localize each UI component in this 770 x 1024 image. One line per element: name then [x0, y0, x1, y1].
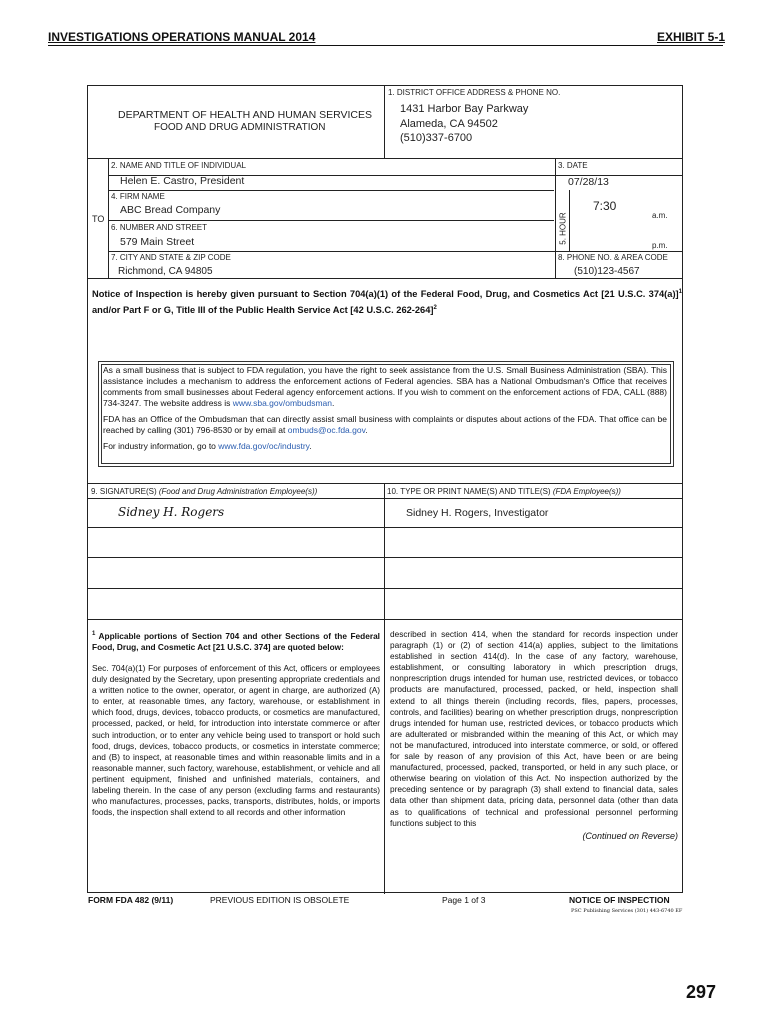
firm-label: 4. FIRM NAME — [111, 192, 165, 201]
signature-label-note: (Food and Drug Administration Employee(s)) — [158, 487, 318, 496]
page-of: Page 1 of 3 — [442, 895, 486, 905]
district-address-line2: Alameda, CA 94502 — [400, 118, 498, 130]
header-rule — [48, 45, 723, 46]
page-number: 297 — [686, 982, 717, 1002]
printer-credit: PSC Publishing Services (301) 443-6740 EF — [571, 908, 683, 914]
sba-text-end: . — [332, 398, 335, 408]
printed-name-label-note: (FDA Employee(s)) — [552, 487, 621, 496]
divider — [88, 527, 682, 528]
divider — [88, 498, 682, 499]
ombudsman-paragraph — [103, 414, 667, 436]
ombudsman-email-link[interactable]: ombuds@oc.fda.gov — [287, 425, 366, 435]
footnote-right-body: described in section 414, when the standard for records inspection under paragraph (1) or (2) of section 414(a) applies, subject to the limitations established in section 414(d). In the case of any factory, warehouse, establishment, or consulting laboratory in which prescription drugs, nonprescription drugs intended for human use, restricted devices, or tobacco products are manufactured, processed, packed, or held, inspection shall extend to all things therein (including records, files, papers, processes, controls, and facilities) bearing on whether prescription drugs, nonprescription drugs intended for human use, restricted devices, or tobacco products which are adulterated or misbranded within the meaning of this Act, or which may not be manufactured, introduced into interstate commerce, or sold, or offered for sale by reason of any provision of this Act, have been or are being manufactured, processed, packed, transported, or held in any such place, or otherwise bearing on violation of this Act. No inspection authorized by the preceding sentence or by paragraph (3) shall extend to financial data, sales data other than shipment data, pricing data, personnel data (other than data as to qualifications of technical and professional personnel performing functions subject to this — [390, 629, 678, 828]
hour-label: 5. HOUR — [558, 212, 568, 245]
divider — [108, 190, 554, 191]
footnote-heading — [92, 629, 380, 653]
investigator-signature: Sidney H. Rogers — [118, 505, 225, 519]
to-divider — [108, 158, 109, 278]
to-label: TO — [92, 214, 105, 224]
continued-note: (Continued on Reverse) — [582, 830, 678, 841]
signature-label — [91, 487, 317, 496]
date-label: 3. DATE — [558, 161, 588, 170]
divider — [108, 220, 554, 221]
department-name: DEPARTMENT OF HEALTH AND HUMAN SERVICES — [118, 109, 372, 121]
footnote-mark: 1 — [92, 631, 96, 637]
investigator-printed-name: Sidney H. Rogers, Investigator — [406, 507, 549, 519]
fda-482-form — [87, 85, 683, 893]
footnote-left-body: Sec. 704(a)(1) For purposes of enforcement of this Act, officers or employees duly designated by the Secretary, upon presenting appropriate credentials and a written notice to the owner, operator, or agent in charge, are authorized (A) to enter, at reasonable times, any factory, warehouse, or establishment in which food, drugs, devices, tobacco products, or cosmetics are manufactured, processed, packed, or held, for introduction into interstate commerce or after such introduction, or to enter any vehicle being used to transport or hold such food, drugs, devices, tobacco products, or cosmetics in interstate commerce; and (B) to inspect, at reasonable times and within reasonable limits and in a reasonable manner, such factory, warehouse, establishment, or vehicle and all pertinent equipment, finished and unfinished materials, containers, and labeling therein. In the case of any person (excluding farms and restaurants) who manufactures, processes, packs, transports, distributes, holds, or imports foods, the inspection shall extend to all records and other information — [92, 662, 380, 818]
footnote-right-column — [390, 629, 678, 842]
notice-part2: and/or Part F or G, Title III of the Public Health Service Act [42 U.S.C. 262-264] — [92, 305, 434, 316]
footnote-heading-text: Applicable portions of Section 704 and other Sections of the Federal Food, Drug, and Cosmetic Act [21 U.S.C. 374] are quoted below: — [92, 630, 380, 652]
ombudsman-text: FDA has an Office of the Ombudsman that can directly assist small business with complaints or disputes about actions of the FDA. That office can be reached by calling (301) 796-8530 or by email at — [103, 414, 667, 435]
street-label: 6. NUMBER AND STREET — [111, 223, 208, 232]
street-field: 579 Main Street — [120, 236, 195, 248]
name-label: 2. NAME AND TITLE OF INDIVIDUAL — [111, 161, 246, 170]
notice-part1: Notice of Inspection is hereby given pursuant to Section 704(a)(1) of the Federal Food, Drug, and Cosmetics Act [21 U.S.C. 374(a)] — [92, 289, 679, 300]
obsolete-note: PREVIOUS EDITION IS OBSOLETE — [210, 895, 350, 905]
hour-field: 7:30 — [593, 199, 617, 213]
phone-field: (510)123-4567 — [574, 266, 640, 277]
district-address-line1: 1431 Harbor Bay Parkway — [400, 103, 529, 115]
city-field: Richmond, CA 94805 — [118, 266, 213, 277]
firm-field: ABC Bread Company — [120, 204, 221, 216]
printed-name-label-text: 10. TYPE OR PRINT NAME(S) AND TITLE(S) — [387, 487, 553, 496]
sba-link[interactable]: www.sba.gov/ombudsman — [232, 398, 333, 408]
divider — [384, 86, 385, 158]
industry-link[interactable]: www.fda.gov/oc/industry — [218, 441, 310, 451]
signature-label-text: 9. SIGNATURE(S) — [91, 487, 159, 496]
printed-name-label — [387, 487, 621, 496]
form-number: FORM FDA 482 (9/11) — [88, 895, 174, 905]
name-field: Helen E. Castro, President — [120, 175, 245, 187]
divider — [108, 251, 682, 252]
date-field: 07/28/13 — [568, 176, 609, 188]
ombudsman-text-end: . — [365, 425, 368, 435]
footnote-ref-2: 2 — [433, 305, 437, 312]
phone-label: 8. PHONE NO. & AREA CODE — [558, 253, 668, 262]
industry-text: For industry information, go to — [103, 441, 219, 451]
pm-label: p.m. — [652, 241, 668, 250]
divider — [88, 557, 682, 558]
divider — [384, 483, 385, 619]
exhibit-label: EXHIBIT 5-1 — [657, 30, 726, 44]
form-title: NOTICE OF INSPECTION — [569, 895, 670, 905]
divider — [88, 158, 682, 159]
sba-text: As a small business that is subject to FDA regulation, you have the right to seek assistance from the U.S. Small Business Administration (SBA). This assistance includes a mechanism to address the enforcement actions of Federal agencies. SBA has a National Ombudsman's Office that receives comments from small businesses about Federal agency enforcement actions. If you wish to comment on the enforcement actions of FDA, CALL (888) 734-3247. The website address is — [103, 365, 667, 408]
am-label: a.m. — [652, 211, 668, 220]
industry-paragraph — [103, 441, 667, 452]
divider — [88, 483, 682, 484]
divider — [384, 619, 385, 894]
sba-notice-box — [98, 361, 674, 467]
notice-text — [92, 285, 682, 317]
city-label: 7. CITY AND STATE & ZIP CODE — [111, 253, 231, 262]
footnote-ref-1: 1 — [678, 289, 682, 295]
agency-name: FOOD AND DRUG ADMINISTRATION — [154, 122, 326, 133]
district-office-label: 1. DISTRICT OFFICE ADDRESS & PHONE NO. — [388, 88, 561, 97]
divider — [88, 588, 682, 589]
divider — [88, 619, 682, 620]
sba-paragraph — [103, 365, 667, 409]
manual-title: INVESTIGATIONS OPERATIONS MANUAL 2014 — [48, 30, 316, 44]
district-phone: (510)337-6700 — [400, 132, 473, 144]
divider — [88, 278, 682, 279]
footnote-left-column — [92, 629, 380, 818]
industry-text-end: . — [309, 441, 312, 451]
